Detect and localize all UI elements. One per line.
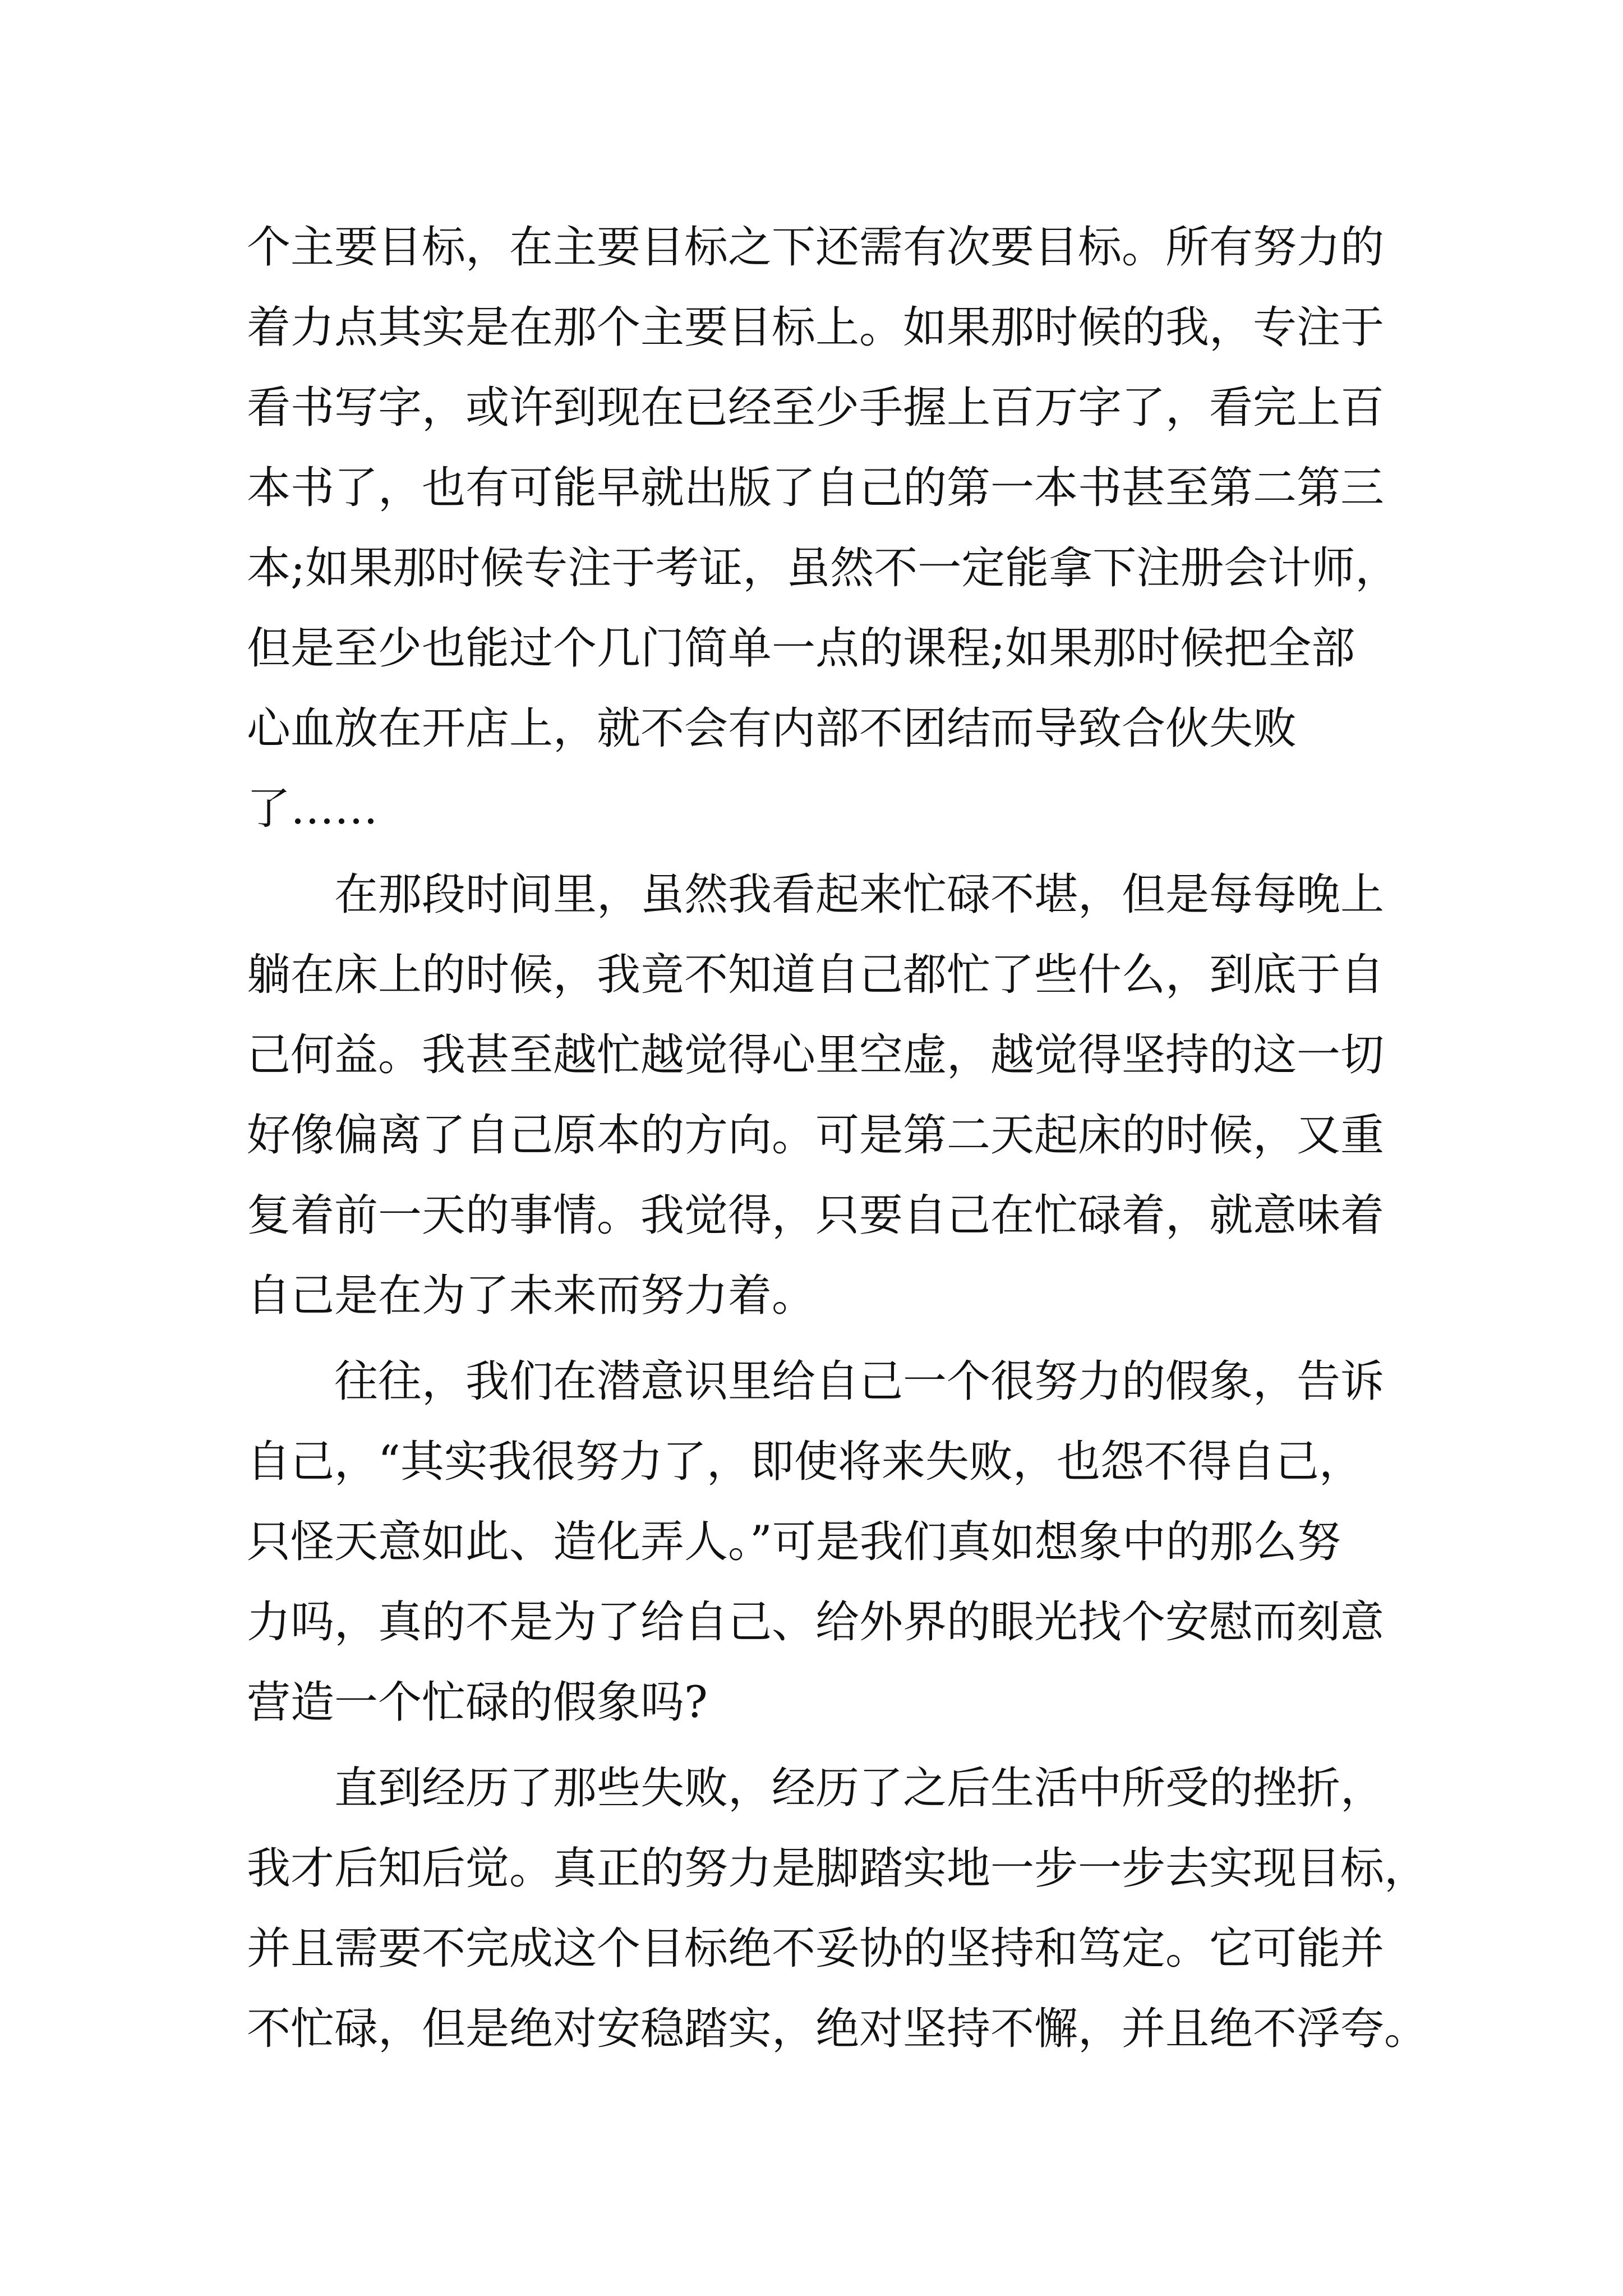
text-line: 但是至少也能过个几门简单一点的课程;如果那时候把全部 [247,623,1355,674]
paragraph-spacer [247,849,1402,855]
text-line: 己何益。我甚至越忙越觉得心里空虚，越觉得坚持的这一切 [247,1030,1385,1080]
text-line: 往往，我们在潜意识里给自己一个很努力的假象，告诉 [334,1356,1385,1407]
text-line: 并且需要不完成这个目标绝不妥协的坚持和笃定。它可能并 [247,1924,1385,1974]
paragraph-spacer [247,1743,1402,1749]
text-line: 直到经历了那些失败，经历了之后生活中所受的挫折， [334,1763,1385,1814]
text-line: 了…… [247,784,379,834]
text-line: 着力点其实是在那个主要目标上。如果那时候的我，专注于 [247,302,1385,353]
text-line: 好像偏离了自己原本的方向。可是第二天起床的时候，又重 [247,1110,1385,1161]
text-line: 自己是在为了未来而努力着。 [247,1271,816,1321]
text-line: 只怪天意如此、造化弄人。”可是我们真如想象中的那么努 [247,1517,1341,1567]
text-line: 不忙碌，但是绝对安稳踏实，绝对坚持不懈，并且绝不浮夸。 [247,2004,1428,2054]
text-line: 在那段时间里，虽然我看起来忙碌不堪，但是每每晚上 [334,869,1385,920]
paragraph-4 [247,1749,1428,2069]
text-line: 营造一个忙碌的假象吗? [247,1677,708,1728]
text-line: 本书了，也有可能早就出版了自己的第一本书甚至第二第三 [247,463,1385,513]
text-line: 心血放在开店上，就不会有内部不团结而导致合伙失败 [247,703,1297,754]
paragraph-spacer [247,1336,1402,1342]
paragraph-3 [247,1342,1402,1743]
paragraph-2 [247,855,1402,1336]
text-line: 复着前一天的事情。我觉得，只要自己在忙碌着，就意味着 [247,1190,1385,1241]
text-line: 看书写字，或许到现在已经至少手握上百万字了，看完上百 [247,383,1385,433]
text-line: 我才后知后觉。真正的努力是脚踏实地一步一步去实现目标， [247,1843,1428,1894]
text-line: 自己，“其实我很努力了，即使将来失败，也怨不得自己， [247,1437,1363,1487]
paragraph-1 [247,208,1402,849]
body-text [247,208,1428,2069]
text-line: 本;如果那时候专注于考证，虽然不一定能拿下注册会计师， [247,543,1399,593]
text-line: 躺在床上的时候，我竟不知道自己都忙了些什么，到底于自 [247,950,1385,1000]
text-line: 个主要目标，在主要目标之下还需有次要目标。所有努力的 [247,222,1385,273]
text-line: 力吗，真的不是为了给自己、给外界的眼光找个安慰而刻意 [247,1597,1385,1648]
